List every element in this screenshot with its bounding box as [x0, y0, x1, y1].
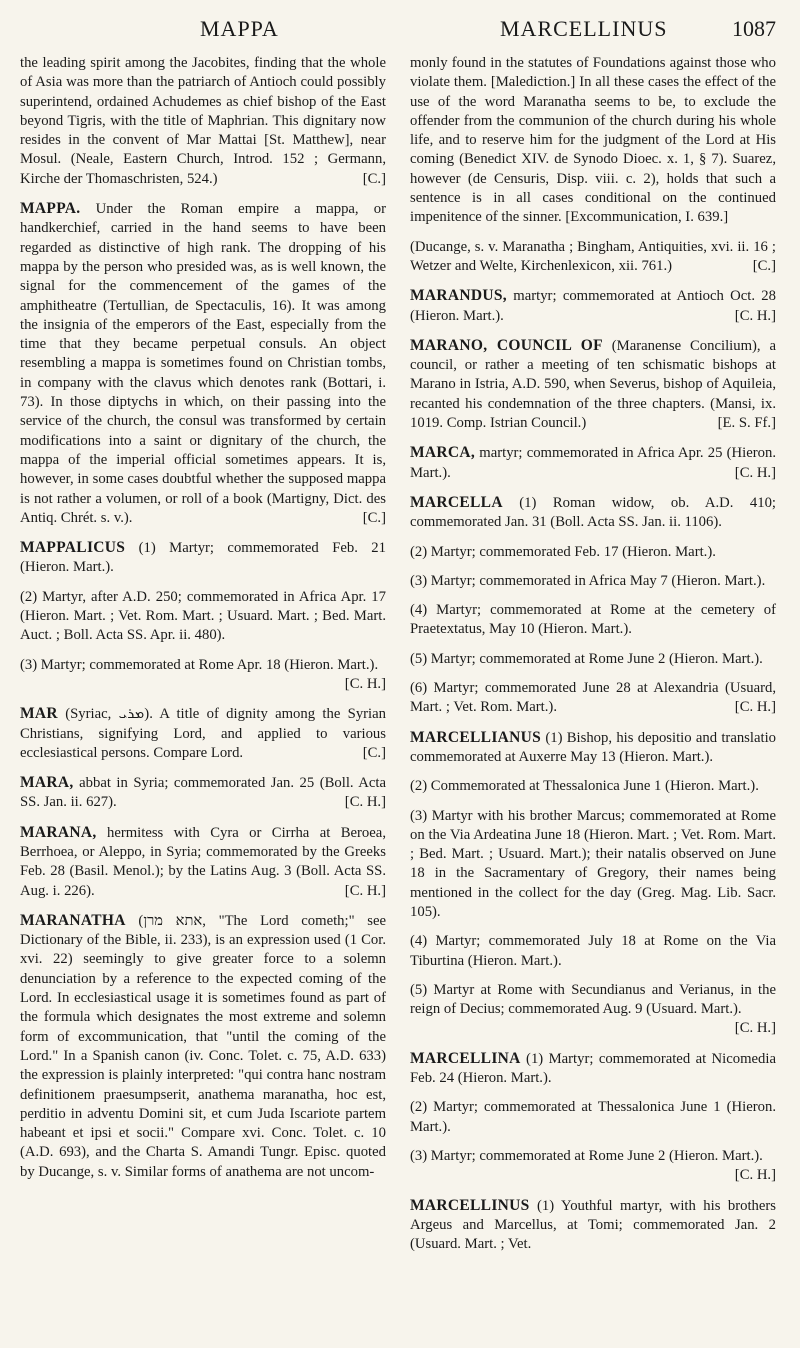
- author-ref: [C. H.]: [734, 1020, 776, 1037]
- headword: MARANATHA: [20, 911, 126, 929]
- author-ref: [E. S. Ff.]: [717, 415, 776, 432]
- author-ref: [C. H.]: [344, 882, 386, 899]
- entry-subitem: (5) Martyr at Rome with Secundianus and Verianus, in the reign of Decius; commemorated Aug. 9 (Usuard. Mart.). [C. H.]: [410, 981, 776, 1039]
- headword: MAPPA.: [20, 200, 81, 218]
- left-column: [20, 54, 386, 1264]
- entry-subitem: (6) Martyr; commemorated June 28 at Alexandria (Usuard, Mart. ; Vet. Rom. Mart.). [C. H.]: [410, 679, 776, 718]
- author-ref: [C. H.]: [734, 464, 776, 481]
- author-ref: [C.]: [362, 509, 386, 526]
- author-ref: [C.]: [362, 744, 386, 761]
- running-header: [20, 12, 776, 54]
- entry-subitem: (4) Martyr; commemorated July 18 at Rome on the Via Tiburtina (Hieron. Mart.).: [410, 933, 776, 969]
- entry-subitem: (5) Martyr; commemorated at Rome June 2 (Hieron. Mart.).: [410, 650, 763, 667]
- entry-subitem: (3) Martyr; commemorated at Rome June 2 (Hieron. Mart.). [C. H.]: [410, 1147, 776, 1186]
- entry-subitem: (2) Martyr; commemorated Feb. 17 (Hieron. Mart.).: [410, 543, 716, 560]
- headword: MARCA,: [410, 444, 476, 462]
- headword: MAR: [20, 705, 58, 723]
- entry-marcellina: MARCELLINA (1) Martyr; commemorated at Nicomedia Feb. 24 (Hieron. Mart.).: [410, 1049, 776, 1087]
- entry-marcellinus: MARCELLINUS (1) Youthful martyr, with his brothers Argeus and Marcellus, at Tomi; commemorated Jan. 2 (Usuard. Mart. ; Vet.: [410, 1196, 777, 1253]
- author-ref: [C. H.]: [734, 307, 776, 324]
- entry-subitem: (2) Martyr; commemorated at Thessalonica June 1 (Hieron. Mart.).: [410, 1099, 776, 1135]
- headword: MARANA,: [20, 823, 97, 841]
- entry-marcellianus: MARCELLIANUS (1) Bishop, his depositio and translatio commemorated at Auxerre May 13 (Hieron. Mart.).: [410, 728, 776, 765]
- headword: MARCELLA: [410, 493, 503, 511]
- entry-subitem: (2) Commemorated at Thessalonica June 1 (Hieron. Mart.).: [410, 778, 759, 795]
- entry-marcella: MARCELLA (1) Roman widow, ob. A.D. 410; commemorated Jan. 31 (Boll. Acta SS. Jan. ii. 1106).: [410, 493, 776, 531]
- header-right-word: MARCELLINUS: [500, 16, 668, 41]
- headword: MARANO, COUNCIL OF: [410, 336, 603, 354]
- author-ref: [C.]: [752, 257, 776, 274]
- entry-mappa: MAPPA. Under the Roman empire a mappa, or handkerchief, carried in the hand seems to have been regarded as distinctive of high rank. The dropping of his mappa by the person who presided was, as is well known, the signal for the commencement of the games of the amphitheatre (Tertullian, de Spectaculis, 16). It was among the insignia of the emperors of the East, especially from the time that they became perpetual consuls. An object resembling a mappa is sometimes found on Christian tombs, in company with the clavus which denotes rank (Bottari, i. 73). In those diptychs in which, on their passing into the service of the church, the consul was transformed by certain modifications into a saint or dignitary of the church, the mappa of the imperial official sometimes appears. It is, however, in some cases doubtful whether the supposed mappa is not rather a volumen, or roll of a book (Martigny, Dict. des Antiq. Chrét. s. v.). [C.]: [20, 199, 386, 528]
- author-ref: [C. H.]: [344, 675, 386, 692]
- entry-subitem: (3) Martyr; commemorated in Africa May 7 (Hieron. Mart.).: [410, 572, 766, 589]
- author-ref: [C. H.]: [734, 1167, 776, 1184]
- author-ref: [C.]: [362, 170, 386, 187]
- entry-subitem: (4) Martyr; commemorated at Rome at the cemetery of Praetextatus, May 10 (Hieron. Mart.).: [410, 602, 776, 638]
- entry-continuation: monly found in the statutes of Foundations against those who violate them. [Malediction.] In all these cases the effect of the use of the word Maranatha seems to be, to exclude the offender from the communion of the church during his whole life, and to reserve him for the judgment of the Lord at His coming (Benedict XIV. de Synodo Dioec. x. 1, § 7). Suarez, however (de Censuris, Disp. viii. c. 2), holds that such a sentence is in all cases conditional on the continued impenitence of the sinner. [Excommunication, I. 639.]: [410, 55, 776, 226]
- headword: MARA,: [20, 774, 74, 792]
- entry-subitem: (3) Martyr with his brother Marcus; commemorated at Rome on the Via Ardeatina June 18 (Hieron. Mart. ; Vet. Rom. Mart. ; Bed. Mart. ; Usuard. Mart.); their natalis observed on June 18 in the Sacramentary of Gregory, their names being mentioned in the collect for the day (Greg. Mag. Lib. Sacr. 105).: [410, 807, 776, 920]
- entry-mar: MAR (Syriac, ܡܪܝ). A title of dignity among the Syrian Christians, signifying Lord, and applied to various ecclesiastical persons. Compare Lord. [C.]: [20, 704, 386, 763]
- author-ref: [C. H.]: [734, 699, 776, 716]
- right-column: [410, 54, 776, 1264]
- entry-mara: MARA, abbat in Syria; commemorated Jan. 25 (Boll. Acta SS. Jan. ii. 627). [C. H.]: [20, 773, 386, 813]
- entry-marana: MARANA, hermitess with Cyra or Cirrha at Beroea, Berrhoea, or Aleppo, in Syria; commemorated by the Greeks Feb. 28 (Basil. Menol.); by the Latins Aug. 3 (Boll. Acta SS. Aug. i. 226). [C. H.]: [20, 823, 386, 901]
- headword: MARCELLINA: [410, 1049, 521, 1067]
- entry-marano-council: MARANO, COUNCIL OF (Maranense Concilium), a council, or rather a meeting of ten schismatic bishops at Marano in Istria, A.D. 590, when Severus, bishop of Aquileia, recanted his condemnation of the three chapters. (Mansi, ix. 1019. Comp. Istrian Council.) [E. S. Ff.]: [410, 336, 776, 433]
- two-column-body: [20, 54, 776, 1264]
- entry-maranatha: MARANATHA (אתא מרן, "The Lord cometh;" see Dictionary of the Bible, ii. 233), is an expression used (1 Cor. xvi. 22) seemingly to give greater force to a solemn denunciation by a reference to the expected coming of the Lord. In ecclesiastical usage it is sometimes found as part of the formula which designates the most extreme and solemn form of excommunication, that "until the coming of the Lord." In a Spanish canon (iv. Conc. Tolet. c. 75, A.D. 633) the expression is plainly interpreted: "qui contra hanc nostram definitionem praesumpserit, anathema maranatha, hoc est, perditio in adventu Domini sit, et cum Juda Iscariote partem habeant et ipsi et socii." Compare xvi. Conc. Tolet. c. 10 (A.D. 693), and the Charta S. Amandi Tungr. Episc. quoted by Ducange, s. v. Similar forms of anathema are not uncom-: [20, 911, 387, 1180]
- author-ref: [C. H.]: [344, 794, 386, 811]
- headword: MAPPALICUS: [20, 539, 126, 557]
- entry-marca: MARCA, martyr; commemorated in Africa Apr. 25 (Hieron. Mart.). [C. H.]: [410, 443, 776, 483]
- entry-continuation: the leading spirit among the Jacobites, finding that the whole of Asia was more than the patriarch of Antioch could possibly superintend, ordained Achudemes as chief bishop of the East beyond Tigris, with the title of Maphrian. This dignitary now resides in the convent of Mar Mattai [St. Matthew], near Mosul. (Neale, Eastern Church, Introd. 152 ; Germann, Kirche der Thomaschristen, 524.) [C.]: [20, 54, 386, 189]
- headword: MARCELLINUS: [410, 1196, 530, 1214]
- entry-marandus: MARANDUS, martyr; commemorated at Antioch Oct. 28 (Hieron. Mart.). [C. H.]: [410, 286, 776, 326]
- entry-mappalicus: MAPPALICUS (1) Martyr; commemorated Feb. 21 (Hieron. Mart.).: [20, 539, 386, 576]
- headword: MARCELLIANUS: [410, 728, 542, 746]
- header-left-word: MAPPA: [200, 16, 279, 41]
- entry-subitem: (2) Martyr, after A.D. 250; commemorated in Africa Apr. 17 (Hieron. Mart. ; Vet. Rom. Mart. ; Usuard. Mart. ; Bed. Mart. Auct. ; Boll. Acta SS. Apr. ii. 480).: [20, 588, 386, 644]
- entry-subitem: (3) Martyr; commemorated at Rome Apr. 18 (Hieron. Mart.). [C. H.]: [20, 656, 386, 695]
- entry-references: (Ducange, s. v. Maranatha ; Bingham, Antiquities, xvi. ii. 16 ; Wetzer and Welte, Kirchenlexicon, xii. 761.) [C.]: [410, 238, 776, 277]
- headword: MARANDUS,: [410, 287, 507, 305]
- page-number: 1087: [732, 16, 776, 41]
